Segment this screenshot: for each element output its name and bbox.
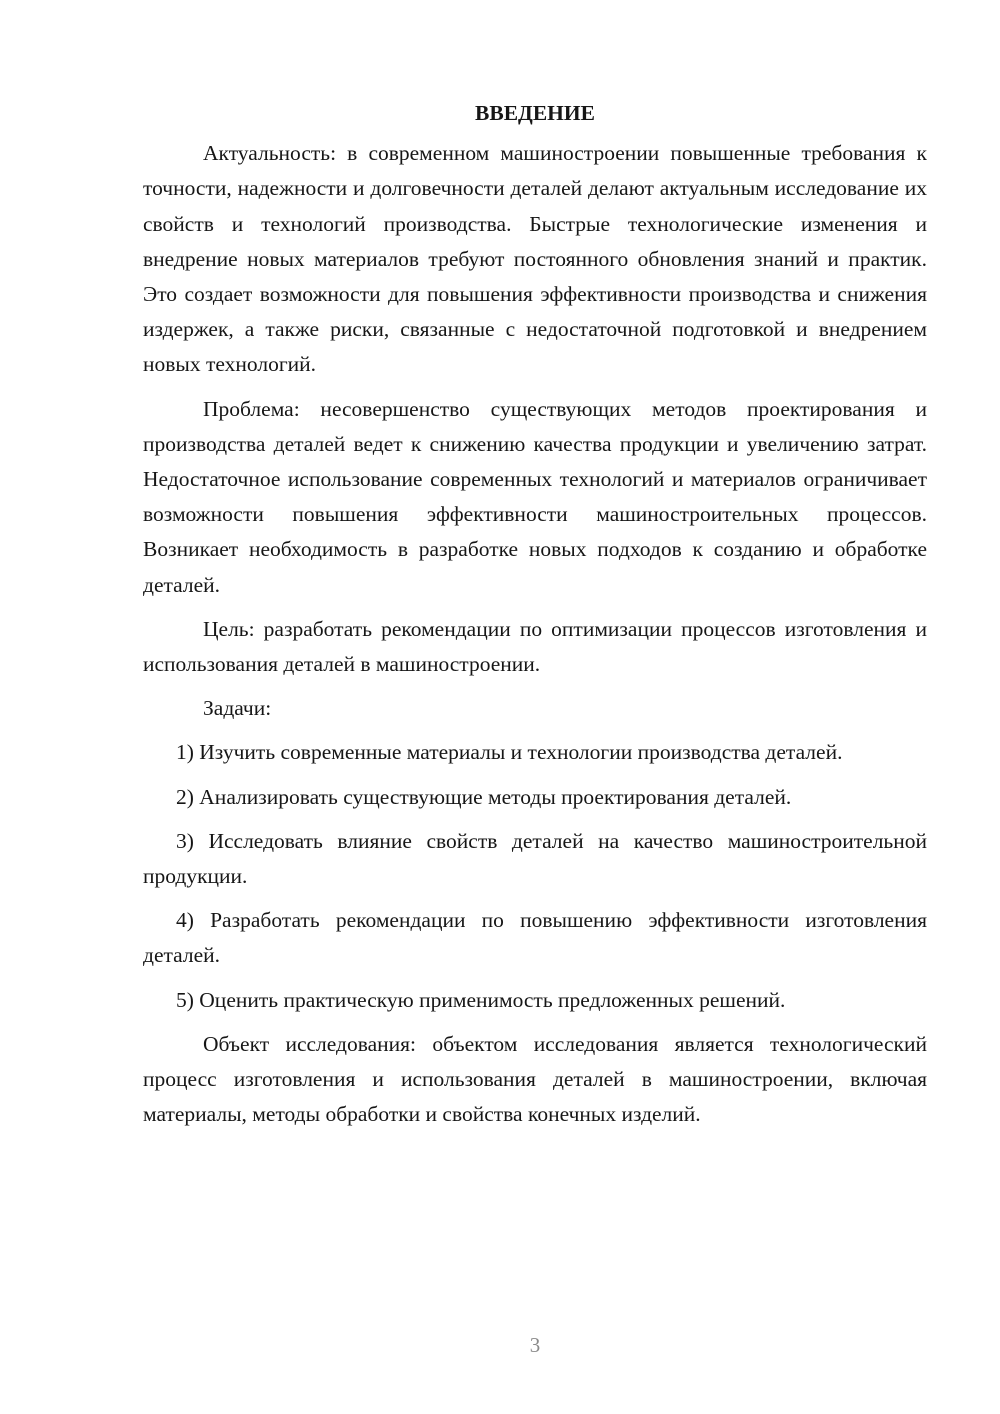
task-item-4: 4) Разработать рекомендации по повышению эффективности изготовления деталей. xyxy=(143,908,927,968)
task-item-2: 2) Анализировать существующие методы проектирования деталей. xyxy=(176,784,792,809)
paragraph-relevance: Актуальность: в современном машиностроении повышенные требования к точности, надежности и долговечности деталей делают актуальным исследование их свойств и технологий производства. Быстрые технологические изменения и внедрение новых материалов требуют постоянного обновления знаний и практик. Это создает возможности для повышения эффективности производства и снижения издержек, а также риски, связанные с недостаточной подготовкой и внедрением новых технологий. xyxy=(143,141,927,377)
page-number: 3 xyxy=(529,1333,541,1357)
paragraph-problem: Проблема: несовершенство существующих методов проектирования и производства деталей ведет к снижению качества продукции и увеличению затрат. Недостаточное использование современных технологий и материалов ограничивает возможности повышения эффективности машиностроительных процессов. Возникает необходимость в разработке новых подходов к созданию и обработке деталей. xyxy=(143,396,927,597)
paragraph-goal: Цель: разработать рекомендации по оптимизации процессов изготовления и использования деталей в машиностроении. xyxy=(143,616,927,677)
paragraph-object: Объект исследования: объектом исследования является технологический процесс изготовления и использования деталей в машиностроении, включая материалы, методы обработки и свойства конечных изделий. xyxy=(143,1031,927,1127)
task-item-1: 1) Изучить современные материалы и технологии производства деталей. xyxy=(176,740,843,765)
section-title: ВВЕДЕНИЕ xyxy=(475,101,595,125)
task-item-3: 3) Исследовать влияние свойств деталей на качество машиностроительной продукции. xyxy=(143,828,927,889)
tasks-heading: Задачи: xyxy=(203,696,272,721)
task-item-5: 5) Оценить практическую применимость предложенных решений. xyxy=(176,987,786,1012)
